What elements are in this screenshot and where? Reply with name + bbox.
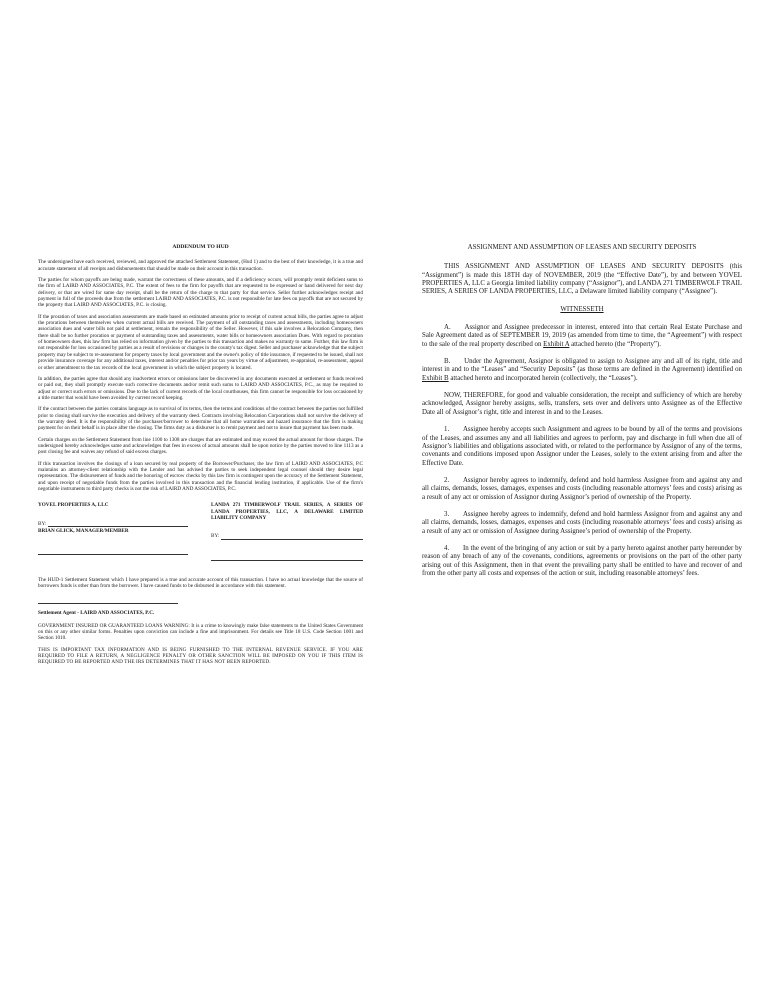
recital-b-label: B. — [444, 358, 451, 366]
signature-block — [38, 502, 363, 560]
addendum-paragraph: The undersigned have each received, reviewed, and approved the attached Settlement Statement, (Hud 1) and to the best of their knowledge, it is a true and accurate statement of all receipts and disbursements that should be made on their account in this transaction. — [38, 259, 363, 272]
by-label: BY: — [211, 533, 220, 540]
exhibit-b-reference: Exhibit B — [422, 374, 449, 382]
signature-line — [211, 554, 363, 561]
recital-a-label: A. — [444, 324, 451, 332]
seller-signature — [38, 502, 188, 560]
buyer-by-line — [211, 533, 363, 539]
seller-name: YOVEL PROPERTIES A, LLC — [38, 502, 109, 509]
signature-line — [221, 534, 363, 540]
buyer-name: LANDA 271 TIMBERWOLF TRAIL SERIES, A SERIES OF LANDA PROPERTIES, LLC, A DELAWARE LIMITED LIABILITY COMPANY — [211, 502, 363, 522]
addendum-paragraph: Certain charges on the Settlement Statement from line 1100 to 1308 are charges that are estimated and may exceed the actual amount for those charges. The undersigned hereby acknowledges same and acknowledges that fees in excess of actual amounts shall be upon notice by the parties moved to line 1113 as a post closing fee and waives any refund of said excess charges. — [38, 436, 363, 456]
now-therefore-clause: NOW, THEREFORE, for good and valuable consideration, the receipt and sufficiency of which are hereby acknowledged, Assignor hereby assigns, sells, transfers, sets over and delivers unto Assignee as of the Effective Date all of Assignor’s right, title and interest in and to the Leases. — [422, 392, 742, 416]
recital-b-text: Under the Agreement, Assignor is obligated to assign to Assignee any and all of its right, title and interest in and to the “Leases” and “Security Deposits” (as those terms are defined in the Agreement) identified on — [422, 358, 742, 374]
recital-b-text-end: attached hereto and incorporated herein (collectively, the “Leases”). — [448, 374, 638, 382]
seller-by-line — [38, 521, 188, 527]
recital-a — [422, 324, 742, 349]
recital-a-text-end: attached hereto (the “Property”). — [569, 340, 661, 348]
loans-warning: GOVERNMENT INSURED OR GUARANTEED LOANS WARNING: It is a crime to knowingly make false statements to the United States Government on this or any other similar forms. Penalties upon conviction can include a fine and imprisonment. For details see Title 18 U.S. Code Section 1001 and Section 1010. — [38, 622, 363, 642]
signature-line — [38, 548, 188, 555]
by-label: BY: — [38, 520, 47, 527]
tax-notice: THIS IS IMPORTANT TAX INFORMATION AND IS BEING FURNISHED TO THE INTERNAL REVENUE SERVICE. IF YOU ARE REQUIRED TO FILE A RETURN, A NEGLIGENCE PENALTY OR OTHER SANCTION WILL BE IMPOSED ON YOU IF THIS ITEM IS REQUIRED TO BE REPORTED AND THE IRS DETERMINES THAT IT HAS NOT BEEN REPORTED. — [38, 646, 363, 666]
assignment-title: ASSIGNMENT AND ASSUMPTION OF LEASES AND SECURITY DEPOSITS — [467, 244, 697, 251]
signature-line — [48, 521, 188, 527]
addendum-page — [38, 244, 363, 671]
settlement-agent: Settlement Agent - LAIRD AND ASSOCIATES, P.C. — [38, 610, 155, 617]
signer-name: BRIAN GLICK, MANAGER/MEMBER — [38, 528, 129, 535]
hud-statement: The HUD-1 Settlement Statement which I have prepared is a true and accurate account of this transaction. I have no actual knowledge that the source of borrowers funds is other than from the borrower. I have caused funds to be disbursed in accordance with this statement. — [38, 576, 363, 590]
witnesseth-heading: WITNESSETH — [560, 305, 604, 313]
assignment-page — [422, 244, 742, 587]
section-1: 1. Assignee hereby accepts such Assignment and agrees to be bound by all of the terms and provisions of the Leases, and assumes any and all liabilities and agrees to perform, pay and discharge in full when due all of Assignor’s liabilities and obligations associated with, or related to the performance by Assignor of any of the terms, covenants and conditions imposed upon Assignor under the Leases, solely to the extent arising from and after the Effective Date. — [422, 426, 742, 467]
buyer-signature — [211, 502, 363, 560]
addendum-title: ADDENDUM TO HUD — [172, 244, 229, 250]
section-2: 2. Assignor hereby agrees to indemnify, defend and hold harmless Assignee from and against any and all claims, demands, losses, damages, expenses and costs (including reasonable attorneys’ fees and costs) arising as a result of any act or omission of Assignor during Assignor’s period of ownership of the Property. — [422, 476, 742, 501]
addendum-paragraph: In addition, the parties agree that should any inadvertent errors or omissions later be discovered in any documents executed at settlement or funds received or paid out, they shall promptly execute such corrective documents and/or remit such sums to LAIRD AND ASSOCIATES, P.C., as may be required to adjust or correct such errors or omissions. Due to the lack of current records of the local courthouses, this firm cannot be responsible for loss occasioned by a title matter that would have been avoided by current record keeping. — [38, 375, 363, 401]
addendum-paragraph: If the proration of taxes and association assessments are made based on estimated amounts prior to receipt of current actual bills, the parties agree to adjust the prorations between themselves when current actual bills are received. The payment of all outstanding taxes and assessments, including homeowners association dues and water bills not paid at settlement, remain the responsibility of the Seller. However, if this sale involves a Relocation Company, then there shall be no further proration or payment of outstanding taxes and assessments, water bills or homeowners association Dues. With regard to proration of homeowners dues, this law firm has relied on information given by the parties to this transaction and makes no warranty to same. Further, this law firm is not responsible for loss occasioned by parties as a result of revisions or changes in the county's tax digest. Seller and purchaser acknowledge that the subject property may be subject to re-assessment for property taxes by local government and the owner's policy of title insurance, if requested to be issued, shall not provide insurance coverage for any additional taxes, interest and/or penalties for prior tax years by virtue of adjustment, re-appraisal, re-assessment, appeal or other amendment to the tax records of the local government in which the subject property is located. — [38, 313, 363, 371]
addendum-paragraph: If the contract between the parties contains language as to survival of its terms, then the terms and conditions of the contract between the parties not fulfilled prior to closing shall survive the execution and delivery of the warranty deed. Contracts involving Relocation Corporations shall not survive the delivery of the warranty deed. It is the responsibility of the purchaser/borrower to determine that all home warranties and hazard insurance that the firm is making payment for on their behalf is in place after the closing. The firms duty as a disburser is to remit payment and not to insure that payment has been made. — [38, 406, 363, 432]
agent-signature-line — [38, 603, 178, 604]
addendum-paragraph: The parties for whom payoffs are being made, warrant the correctness of these amounts, and if a deficiency occurs, will promptly remit deficient sums to the firm of LAIRD AND ASSOCIATES, P.C. The extent of fees to the firm for payoffs that are requested to be expressed or hand delivered for next day delivery, or that are wired for same day receipt, shall be the return of the charge to that party for that service. Seller further acknowledges receipt and payment in full of the proceeds due from the settlement LAIRD AND ASSOCIATES, P.C. is not responsible for late fees on payoffs that are not secured by the property that LAIRD AND ASSOCIATES, P.C. is closing. — [38, 277, 363, 309]
addendum-paragraph: If this transaction involves the closings of a loan secured by real property of the Borrower/Purchaser, the law firm of LAIRD AND ASSOCIATES, P.C maintains an attorney-client relationship with the Lender and has advised the parties to seek independent legal counsel should they desire legal representation. The disbursement of funds and the honoring of escrow checks by this law firm is contingent upon the accuracy of the Settlement Statement, and upon receipt of negotiable funds from the parties involved in this transaction and the financial lending institution, if applicable. Use of the firm's negotiable instruments to third party checks is not the risk of LAIRD AND ASSOCIATES, P.C. — [38, 460, 363, 492]
section-3: 3. Assignee hereby agrees to indemnify, defend and hold harmless Assignor from and against any and all claims, demands, losses, damages, expenses and costs (including reasonable attorneys’ fees and costs) arising as a result of any act or omission of Assignee during Assignee’s period of ownership of the Property. — [422, 510, 742, 535]
assignment-intro: THIS ASSIGNMENT AND ASSUMPTION OF LEASES AND SECURITY DEPOSITS (this “Assignment”) is made this 18TH day of NOVEMBER, 2019 (the “Effective Date”), by and between YOVEL PROPERTIES A, LLC a Georgia limited liability company (“Assignor”), and LANDA 271 TIMBERWOLF TRAIL SERIES, A SERIES OF LANDA PROPERTIES, LLC, a Delaware limited liability company (“Assignee”). — [422, 263, 742, 296]
recital-b — [422, 358, 742, 383]
section-4: 4. In the event of the bringing of any action or suit by a party hereto against another party hereunder by reason of any breach of any of the covenants, conditions, agreements or provisions on the part of the other party arising out of this Assignment, then in that event the prevailing party shall be entitled to have and recover of and from the other party all costs and expenses of the action or suit, including reasonable attorneys’ fees. — [422, 544, 742, 577]
exhibit-a-reference: Exhibit A — [543, 340, 570, 348]
recital-a-text: Assignor and Assignee predecessor in interest, entered into that certain Real Estate Purchase and Sale Agreement dated as of SEPTEMBER 19, 2019 (as amended from time to time, the “Agreement”) with respect to the sale of the real property described on — [422, 324, 742, 348]
